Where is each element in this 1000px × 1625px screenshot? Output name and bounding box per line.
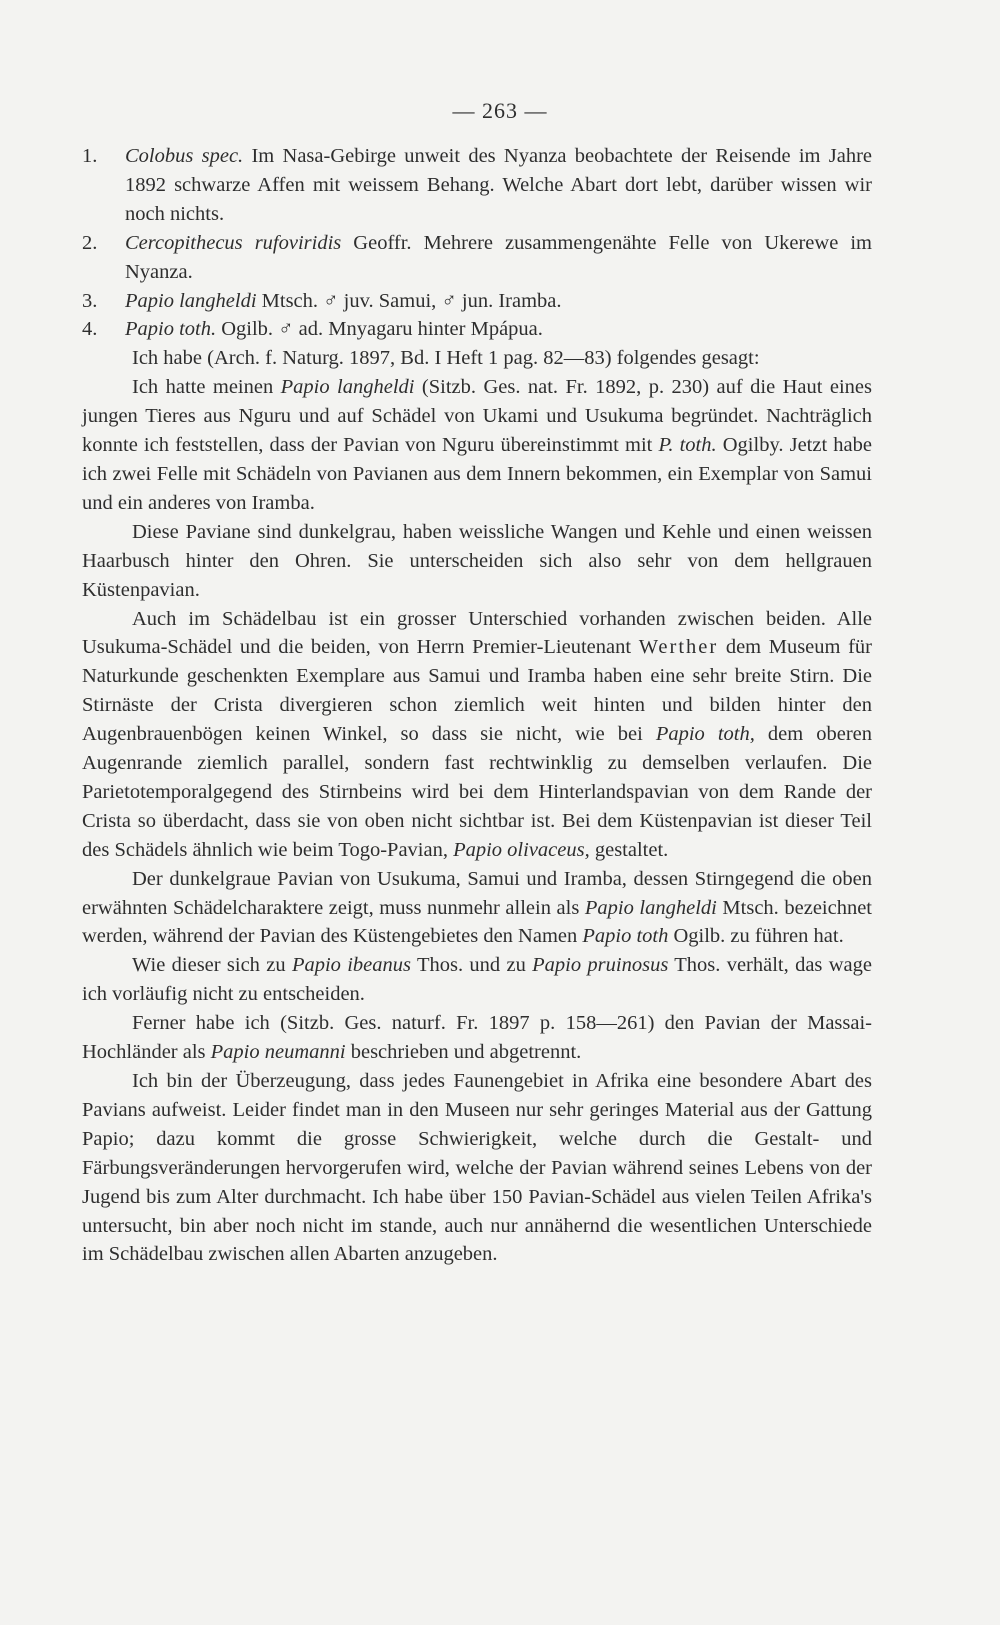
species-name: Papio langheldi xyxy=(584,896,717,919)
person-name: Werther xyxy=(638,636,719,659)
text-run: Mtsch. bezeichnet werden, während der Pavian des Küstengebietes den Namen xyxy=(82,896,873,948)
paragraph: Diese Paviane sind dunkelgrau, haben weissliche Wangen und Kehle und einen weissen Haarbusch hinter den Ohren. Sie unterscheiden sich also sehr von dem hellgrauen Küstenpavian. xyxy=(82,520,872,601)
text-run: gestaltet. xyxy=(589,838,669,861)
text-run: Ferner habe ich (Sitzb. Ges. naturf. Fr. 1897 p. 158—261) den Pavian der Massai-Hochländer als xyxy=(82,1012,872,1064)
text-run: Ogilby. Jetzt habe ich zwei Felle mit Schädeln von Pavianen aus dem Innern bekommen, ein Exemplar von Samui und ein anderes von Iramba. xyxy=(82,434,872,514)
species-name: P. toth. xyxy=(658,434,717,457)
species-name: Papio langheldi xyxy=(280,376,415,399)
list-item xyxy=(82,287,872,316)
text-run: beschrieben und abgetrennt. xyxy=(345,1041,582,1064)
body-text xyxy=(82,142,872,1269)
text-run: Wie dieser sich zu xyxy=(132,954,292,977)
list-item xyxy=(82,315,872,344)
paragraph-quote-intro: Ich habe (Arch. f. Naturg. 1897, Bd. I Heft 1 pag. 82—83) folgendes gesagt: xyxy=(132,347,760,370)
paragraph xyxy=(82,865,872,952)
list-item xyxy=(82,142,872,229)
text-run: (Sitzb. Ges. nat. Fr. 1892, p. 230) auf die Haut eines jungen Tieres aus Nguru und auf Schädel von Ukami und Usukuma begründet. Nachträglich konnte ich feststellen, dass der Pavian von Nguru übereinstimmt mit xyxy=(82,376,873,457)
page-number: — 263 — xyxy=(452,98,548,123)
species-name: Papio langheldi xyxy=(125,289,257,312)
text-run: Ogilb. zu führen hat. xyxy=(668,925,844,948)
text-run: Thos. verhält, das wage ich vorläufig nicht zu entscheiden. xyxy=(82,954,872,1006)
entry-number: 1. xyxy=(82,145,98,167)
species-name: Papio toth xyxy=(582,925,669,948)
species-name: Papio ibeanus xyxy=(291,954,411,977)
text-run: Der dunkelgraue Pavian von Usukuma, Samui und Iramba, dessen Stirngegend die oben erwähnten Schädelcharaktere zeigt, muss nunmehr allein als xyxy=(82,867,872,919)
entry-text: Geoffr. Mehrere zusammengenähte Felle von Ukerewe im Nyanza. xyxy=(125,231,872,283)
text-run: dem Museum für Naturkunde geschenkten Exemplare aus Samui und Iramba haben eine sehr breite Stirn. Die Stirnäste der Crista divergieren schon ziemlich weit hinten und bilden hinter den Augenbrauenbögen keinen Winkel, so dass sie nicht, wie bei xyxy=(82,636,872,746)
species-name: Cercopithecus rufoviridis xyxy=(125,231,342,254)
entry-number: 4. xyxy=(82,318,98,341)
species-name: Papio toth, xyxy=(655,723,755,746)
text-run: Thos. und zu xyxy=(411,954,533,977)
entry-text: Im Nasa-Gebirge unweit des Nyanza beobachtete der Reisende im Jahre 1892 schwarze Affen mit weissem Behang. Welche Abart dort lebt, darüber wissen wir noch nichts. xyxy=(125,145,872,225)
paragraph-quote xyxy=(82,373,872,518)
text-run: dem oberen Augenrande ziemlich parallel, sondern fast rechtwinklig zu demselben verlaufen. Die Parietotemporalgegend des Stirnbeins wird bei dem Hinterlandspavian von dem Rande der Crista so überdacht, dass sie von oben nicht sichtbar ist. Bei dem Küstenpavian ist dieser Teil des Schädels ähnlich wie beim Togo-Pavian, xyxy=(82,723,872,861)
entry-text: Ogilb. ♂ ad. Mnyagaru hinter Mpápua. xyxy=(216,318,543,341)
entry-text: Mtsch. ♂ juv. Samui, ♂ jun. Iramba. xyxy=(256,289,562,312)
paragraph xyxy=(82,605,872,865)
entry-number: 2. xyxy=(82,231,98,254)
paragraph: Ich bin der Überzeugung, dass jedes Faunengebiet in Afrika eine besondere Abart des Pavians aufweist. Leider findet man in den Museen nur sehr geringes Material aus der Gattung Papio; dazu kommt die grosse Schwierigkeit, welche durch die Gestalt- und Färbungsveränderungen hervorgerufen wird, welche der Pavian während seines Lebens von der Jugend bis zum Alter durchmacht. Ich habe über 150 Pavian-Schädel aus vielen Teilen Afrika's untersucht, bin aber noch nicht im stande, auch nur annähernd die wesentlichen Unterschiede im Schädelbau zwischen allen Abarten anzugeben. xyxy=(82,1070,872,1266)
species-name: Papio toth. xyxy=(125,318,217,341)
species-name: Papio neumanni xyxy=(210,1041,346,1064)
entry-number: 3. xyxy=(82,289,98,312)
text-run: Auch im Schädelbau ist ein grosser Unterschied vorhanden zwischen beiden. Alle Usukuma-Schädel und die beiden, von Herrn Premier-Lieutenant xyxy=(82,607,872,659)
text-run: Ich hatte meinen xyxy=(132,376,281,399)
species-name: Colobus spec. xyxy=(125,145,244,167)
species-name: Papio olivaceus, xyxy=(453,838,590,861)
list-item xyxy=(82,229,872,287)
paragraph xyxy=(82,951,872,1009)
species-name: Papio pruinosus xyxy=(532,954,669,977)
paragraph xyxy=(82,1009,872,1067)
